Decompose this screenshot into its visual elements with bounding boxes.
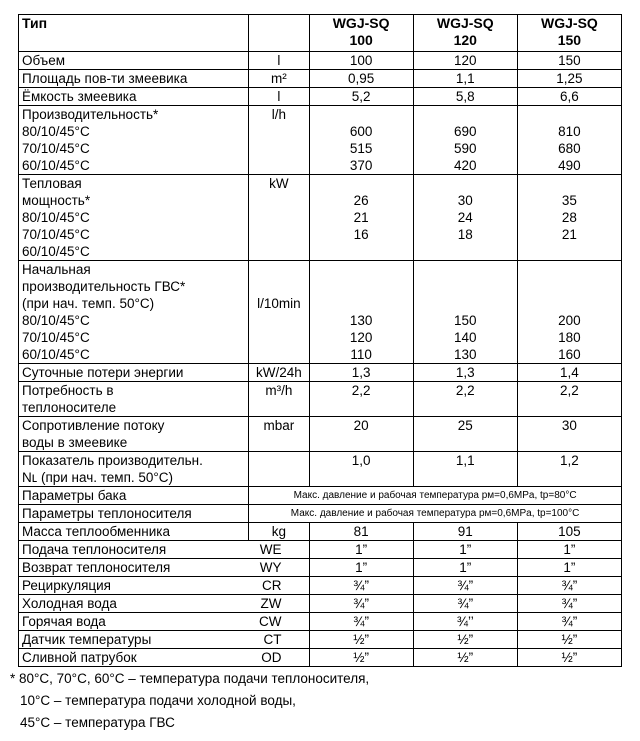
row-unit: kg xyxy=(249,523,309,541)
cell-value: 81 xyxy=(309,523,413,541)
connection-row xyxy=(19,613,622,631)
initial-dhw-row xyxy=(19,261,622,364)
row-unit: m³/h xyxy=(249,382,309,417)
heat-power-row xyxy=(19,175,622,261)
cell-value: 600 515 370 xyxy=(309,106,413,175)
cell-value: 810 680 490 xyxy=(517,106,621,175)
heat-carrier-demand-row xyxy=(19,382,622,417)
connection-code: ZW xyxy=(260,596,282,611)
connection-row xyxy=(19,559,622,577)
connection-code: WY xyxy=(259,560,282,575)
volume-row xyxy=(19,52,622,70)
connection-code: CR xyxy=(262,578,282,593)
cell-value: ½” xyxy=(413,631,517,649)
cell-value: ¾” xyxy=(309,577,413,595)
row-label: Датчик температуры CT xyxy=(19,631,310,649)
cell-value: 25 xyxy=(413,417,517,452)
cell-value: 1” xyxy=(309,541,413,559)
cell-value: ½” xyxy=(309,631,413,649)
row-unit: l/10min xyxy=(249,261,309,364)
cell-value: 2,2 xyxy=(309,382,413,417)
spec-table xyxy=(18,14,622,667)
carrier-params-row xyxy=(19,505,622,523)
model-header: WGJ-SQ 100 xyxy=(309,15,413,52)
row-unit: l xyxy=(249,52,309,70)
cell-value: 1” xyxy=(413,541,517,559)
row-label: Сопротивление потоку воды в змеевике xyxy=(19,417,249,452)
footnote-line: 10°C – температура подачи холодной воды, xyxy=(20,693,296,708)
cell-value: ½” xyxy=(413,649,517,667)
row-label: Возврат теплоносителя WY xyxy=(19,559,310,577)
flow-resistance-row xyxy=(19,417,622,452)
row-label: Параметры бака xyxy=(19,487,249,505)
cell-value: ¾’’ xyxy=(413,613,517,631)
cell-value: 1” xyxy=(517,559,621,577)
cell-value: 100 xyxy=(309,52,413,70)
cell-value: ¾” xyxy=(517,613,621,631)
model-header: WGJ-SQ 120 xyxy=(413,15,517,52)
cell-value: 200 180 160 xyxy=(517,261,621,364)
row-label: Подача теплоносителя WE xyxy=(19,541,310,559)
cell-value: 130 120 110 xyxy=(309,261,413,364)
footnote-line: 45°C – температура ГВС xyxy=(20,715,175,730)
perf-index-row xyxy=(19,452,622,487)
connection-code: CT xyxy=(263,632,282,647)
cell-value: 1,4 xyxy=(517,364,621,382)
merged-value: Макс. давление и рабочая температура pм=0,6MPa, tр=100°C xyxy=(249,505,622,523)
cell-value: 2,2 xyxy=(517,382,621,417)
row-label: Холодная вода ZW xyxy=(19,595,310,613)
cell-value: ¾” xyxy=(309,595,413,613)
cell-value: 5,2 xyxy=(309,88,413,106)
exchanger-mass-row xyxy=(19,523,622,541)
cell-value: 1,3 xyxy=(309,364,413,382)
unit-header xyxy=(249,15,309,52)
row-label: Горячая вода CW xyxy=(19,613,310,631)
row-label: Суточные потери энергии xyxy=(19,364,249,382)
row-label: Сливной патрубок OD xyxy=(19,649,310,667)
tank-params-row xyxy=(19,487,622,505)
cell-value: 1,25 xyxy=(517,70,621,88)
coil-capacity-row xyxy=(19,88,622,106)
type-header: Тип xyxy=(19,15,249,52)
merged-value: Макс. давление и рабочая температура pм=0,6MPa, tр=80°C xyxy=(249,487,622,505)
cell-value: 1,3 xyxy=(413,364,517,382)
cell-value: 1,0 xyxy=(309,452,413,487)
row-unit: mbar xyxy=(249,417,309,452)
cell-value: 1” xyxy=(413,559,517,577)
row-unit: m² xyxy=(249,70,309,88)
row-label: Площадь пов-ти змеевика xyxy=(19,70,249,88)
cell-value: 1” xyxy=(517,541,621,559)
cell-value: ¾” xyxy=(413,595,517,613)
row-label: Объем xyxy=(19,52,249,70)
row-unit: kW xyxy=(249,175,309,261)
row-label: Тепловая мощность* 80/10/45°C 70/10/45°C 60/10/45°C xyxy=(19,175,249,261)
cell-value: 105 xyxy=(517,523,621,541)
connection-row xyxy=(19,649,622,667)
cell-value: 150 140 130 xyxy=(413,261,517,364)
cell-value: 1,1 xyxy=(413,452,517,487)
cell-value: ½” xyxy=(517,631,621,649)
productivity-row xyxy=(19,106,622,175)
daily-loss-row xyxy=(19,364,622,382)
coil-area-row xyxy=(19,70,622,88)
cell-value: 91 xyxy=(413,523,517,541)
model-header: WGJ-SQ 150 xyxy=(517,15,621,52)
connection-code: WE xyxy=(259,542,282,557)
cell-value: 20 xyxy=(309,417,413,452)
row-unit: l xyxy=(249,88,309,106)
cell-value: 5,8 xyxy=(413,88,517,106)
footnote xyxy=(10,668,369,734)
cell-value: 1,2 xyxy=(517,452,621,487)
row-unit xyxy=(249,452,309,487)
connection-row xyxy=(19,631,622,649)
row-label: Производительность* 80/10/45°C 70/10/45°C 60/10/45°C xyxy=(19,106,249,175)
cell-value: ½” xyxy=(517,649,621,667)
row-label: Начальная производительность ГВС* (при нач. темп. 50°C) 80/10/45°C 70/10/45°C 60/10/45°C xyxy=(19,261,249,364)
cell-value: 150 xyxy=(517,52,621,70)
row-label: Потребность в теплоносителе xyxy=(19,382,249,417)
cell-value: 26 21 16 xyxy=(309,175,413,261)
cell-value: ¾” xyxy=(413,577,517,595)
connection-code: CW xyxy=(259,614,282,629)
cell-value: 1,1 xyxy=(413,70,517,88)
row-label: Параметры теплоносителя xyxy=(19,505,249,523)
cell-value: ¾” xyxy=(517,577,621,595)
row-unit: l/h xyxy=(249,106,309,175)
cell-value: 690 590 420 xyxy=(413,106,517,175)
cell-value: 6,6 xyxy=(517,88,621,106)
row-label: Ёмкость змеевика xyxy=(19,88,249,106)
row-label: Рециркуляция CR xyxy=(19,577,310,595)
header-row xyxy=(19,15,622,52)
cell-value: 120 xyxy=(413,52,517,70)
row-unit: kW/24h xyxy=(249,364,309,382)
connection-row xyxy=(19,595,622,613)
row-label: Показатель производительн. Nʟ (при нач. темп. 50°C) xyxy=(19,452,249,487)
connection-row xyxy=(19,541,622,559)
cell-value: ¾” xyxy=(309,613,413,631)
connection-code: OD xyxy=(261,650,282,665)
cell-value: ¾” xyxy=(517,595,621,613)
cell-value: 1” xyxy=(309,559,413,577)
cell-value: ½” xyxy=(309,649,413,667)
cell-value: 0,95 xyxy=(309,70,413,88)
cell-value: 35 28 21 xyxy=(517,175,621,261)
cell-value: 30 24 18 xyxy=(413,175,517,261)
footnote-line: * 80°C, 70°C, 60°C – температура подачи теплоносителя, xyxy=(10,671,370,686)
connection-row xyxy=(19,577,622,595)
cell-value: 30 xyxy=(517,417,621,452)
cell-value: 2,2 xyxy=(413,382,517,417)
row-label: Масса теплообменника xyxy=(19,523,249,541)
